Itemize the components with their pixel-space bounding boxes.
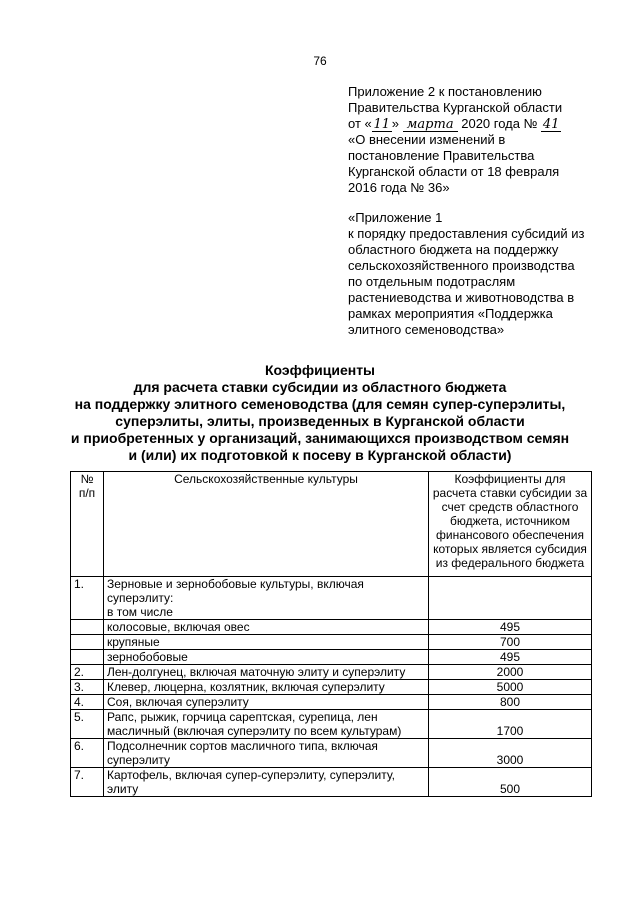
row-value [429,577,592,620]
row-crop: колосовые, включая овес [104,620,429,635]
row-number [71,620,104,635]
row-value: 5000 [429,680,592,695]
appendix-ref-line: постановление Правительства [348,148,535,163]
title-line: на поддержку элитного семеноводства (для семян супер-суперэлиты, [74,396,566,412]
inner-appendix-line: растениеводства и животноводства в [348,290,575,305]
title-line: и (или) их подготовкой к посеву в Курганской области) [128,447,512,463]
row-crop: Рапс, рыжик, горчица сарептская, сурепица, лен масличный (включая суперэлиту по всем культурам) [104,710,429,739]
handwritten-number: 41 [542,117,560,132]
row-crop: Зерновые и зернобобовые культуры, включая суперэлиту: в том числе [104,577,429,620]
header-num: № п/п [71,472,104,577]
row-value: 495 [429,650,592,665]
table-row [71,768,592,797]
table-row [71,710,592,739]
appendix-header [348,84,633,338]
row-crop: зернобобовые [104,650,429,665]
row-value: 800 [429,695,592,710]
inner-appendix-line: рамках мероприятия «Поддержка [348,306,553,321]
inner-appendix-line: областного бюджета на поддержку [348,242,559,257]
title-line: Коэффициенты [264,362,376,378]
appendix-line-1: Приложение 2 к постановлению [348,84,542,99]
row-number: 4. [71,695,104,710]
table-header-row [71,472,592,577]
row-number: 5. [71,710,104,739]
row-value: 700 [429,635,592,650]
row-value: 1700 [429,710,592,739]
table-row [71,635,592,650]
row-crop: Клевер, люцерна, козлятник, включая суперэлиту [104,680,429,695]
table-row [71,695,592,710]
row-value: 3000 [429,739,592,768]
appendix-ref-line: 2016 года № 36» [348,180,450,195]
handwritten-day: 11 [373,117,391,132]
handwritten-month: марта [403,118,458,132]
appendix-date-line: от « 11 » марта 2020 года № 41 [348,116,560,132]
row-number: 2. [71,665,104,680]
title-line: суперэлиты, элиты, произведенных в Курганской области [115,413,525,429]
inner-appendix-line: «Приложение 1 [348,210,443,225]
row-number: 7. [71,768,104,797]
title-line: для расчета ставки субсидии из областного бюджета [133,379,507,395]
row-number [71,635,104,650]
row-value: 2000 [429,665,592,680]
table-row [71,665,592,680]
table-row [71,680,592,695]
header-coef: Коэффициенты для расчета ставки субсидии за счет средств областного бюджета, источником финансового обеспечения которых является субсидия из федерального бюджета [429,472,592,577]
appendix-ref-line: Курганской области от 18 февраля [348,164,560,179]
row-value: 495 [429,620,592,635]
table-row [71,739,592,768]
header-crop: Сельскохозяйственные культуры [104,472,429,577]
page-number: 76 [313,54,327,68]
row-crop: Лен-долгунец, включая маточную элиту и суперэлиту [104,665,429,680]
row-crop: Подсолнечник сортов масличного типа, включая суперэлиту [104,739,429,768]
coefficients-table [70,471,592,797]
appendix-line-2: Правительства Курганской области [348,100,563,115]
row-number: 3. [71,680,104,695]
row-number: 6. [71,739,104,768]
inner-appendix-line: элитного семеноводства» [348,322,505,337]
inner-appendix-line: сельскохозяйственного производства [348,258,575,273]
document-title [0,362,640,464]
title-line: и приобретенных у организаций, занимающихся производством семян [70,430,570,446]
inner-appendix-line: к порядку предоставления субсидий из [348,226,585,241]
row-crop: Соя, включая суперэлиту [104,695,429,710]
appendix-ref-line: «О внесении изменений в [348,132,506,147]
inner-appendix-line: по отдельным подотраслям [348,274,516,289]
row-crop: Картофель, включая супер-суперэлиту, суперэлиту, элиту [104,768,429,797]
table-row [71,577,592,620]
table-row [71,620,592,635]
row-crop: крупяные [104,635,429,650]
row-number [71,650,104,665]
table-row [71,650,592,665]
row-number: 1. [71,577,104,620]
row-value: 500 [429,768,592,797]
